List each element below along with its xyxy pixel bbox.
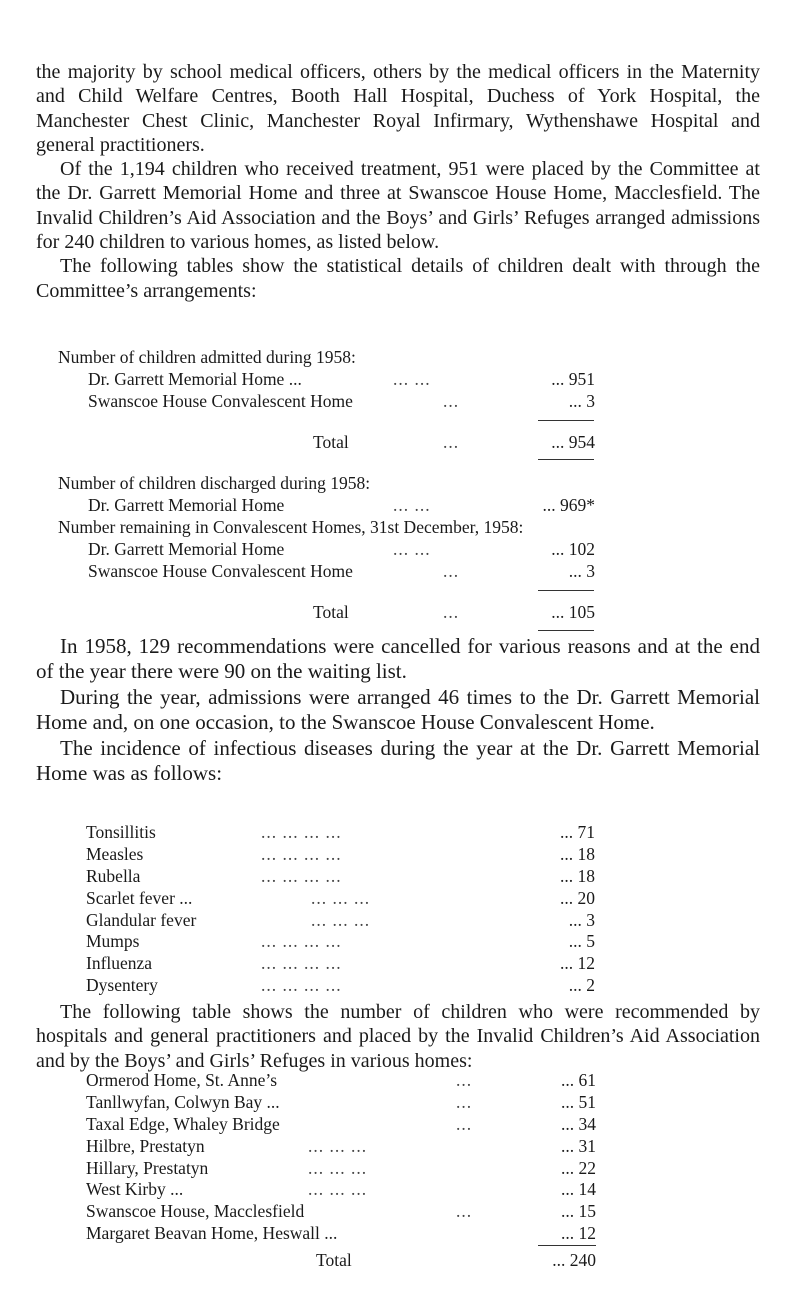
leader-dots: ... ... ... ...	[261, 931, 342, 952]
leader-dots: ... ... ...	[311, 887, 371, 908]
total-label: Total	[313, 432, 349, 452]
leader-dots: ... ... ... ...	[261, 843, 342, 864]
total-value: ... 105	[551, 602, 595, 622]
row-value: ... 969*	[542, 495, 595, 515]
admitted-heading: Number of children admitted during 1958:	[58, 347, 356, 367]
total-value: ... 240	[552, 1250, 596, 1270]
row-label: Influenza	[86, 953, 153, 974]
leader-dots: ...	[443, 602, 460, 622]
leader-dots: ... ...	[393, 369, 431, 389]
leader-dots: ... ... ...	[308, 1135, 368, 1156]
row-value: ... 22	[561, 1157, 596, 1178]
row-value: ... 12	[561, 1223, 596, 1244]
row-value: ... 51	[561, 1091, 596, 1112]
row-label: Swanscoe House Convalescent Home	[88, 390, 353, 411]
middle-paragraph-3: The incidence of infectious diseases during the year at the Dr. Garrett Memorial Home was as follows:	[36, 735, 760, 786]
middle-paragraph-1: In 1958, 129 recommendations were cancelled for various reasons and at the end of the year there were 90 on the waiting list.	[36, 634, 760, 684]
row-value: ... 31	[561, 1135, 596, 1156]
row-value: ... 18	[560, 843, 595, 864]
row-label: Tanllwyfan, Colwyn Bay ...	[86, 1091, 280, 1112]
leader-dots: ... ... ... ...	[261, 953, 342, 974]
leader-dots: ... ... ...	[308, 1179, 368, 1200]
total-value: ... 954	[551, 432, 595, 452]
row-label: Measles	[86, 843, 144, 864]
leader-dots: ... ... ... ...	[261, 822, 342, 842]
leader-dots: ...	[456, 1113, 473, 1134]
row-label: Tonsillitis	[86, 822, 156, 842]
remaining-heading: Number remaining in Convalescent Homes, 31st December, 1958:	[58, 517, 524, 537]
row-value: ... 20	[560, 887, 595, 908]
row-label: Dr. Garrett Memorial Home	[88, 539, 285, 559]
leader-dots: ... ... ... ...	[261, 975, 342, 996]
leader-dots: ... ... ...	[308, 1157, 368, 1178]
leader-dots: ... ...	[393, 539, 431, 559]
middle-paragraph-2: During the year, admissions were arranged 46 times to the Dr. Garrett Memorial Home and, on one occasion, to the Swanscoe House Convalescent Home.	[36, 684, 760, 735]
intro-paragraph-2: Of the 1,194 children who received treatment, 951 were placed by the Committee at the Dr. Garrett Memorial Home and three at Swanscoe House Home, Macclesfield. The Invalid Children’s Aid Association and the Boys’ and Girls’ Refuges arranged admissions for 240 children to various homes, as listed below.	[36, 158, 760, 254]
row-label: Dysentery	[86, 975, 158, 996]
row-label: West Kirby ...	[86, 1179, 184, 1200]
leader-dots: ... ...	[393, 495, 431, 515]
row-label: Ormerod Home, St. Anne’s	[86, 1070, 278, 1090]
leader-dots: ...	[456, 1201, 473, 1222]
discharged-heading: Number of children discharged during 1958:	[58, 473, 371, 493]
row-value: ... 3	[568, 560, 595, 581]
leader-dots: ...	[456, 1091, 473, 1112]
row-label: Swanscoe House Convalescent Home	[88, 560, 353, 581]
row-value: ... 3	[568, 909, 595, 930]
intro-paragraph-1: the majority by school medical officers, others by the medical officers in the Maternity and Child Welfare Centres, Booth Hall Hospital, Duchess of York Hospital, the Manchester Chest Clinic, Manchester Royal Infirmary, Wythenshawe Hospital and general practitioners.	[36, 61, 760, 156]
row-label: Taxal Edge, Whaley Bridge	[86, 1113, 280, 1134]
leader-dots: ...	[443, 390, 460, 411]
row-value: ... 102	[551, 539, 595, 559]
row-value: ... 5	[568, 931, 595, 952]
row-label: Rubella	[86, 865, 141, 886]
row-label: Dr. Garrett Memorial Home ...	[88, 369, 302, 389]
total-label: Total	[313, 602, 349, 622]
row-label: Glandular fever	[86, 909, 197, 930]
row-value: ... 14	[561, 1179, 596, 1200]
row-label: Hillary, Prestatyn	[86, 1157, 209, 1178]
leader-dots: ...	[443, 432, 460, 452]
row-label: Mumps	[86, 931, 140, 952]
homes-intro-paragraph: The following table shows the number of children who were recommended by hospitals and general practitioners and placed by the Invalid Children’s Aid Association and by the Boys’ and Girls’ Refuges in various homes:	[36, 1001, 760, 1072]
row-value: ... 18	[560, 865, 595, 886]
row-value: ... 61	[561, 1070, 596, 1090]
row-value: ... 71	[560, 822, 595, 842]
row-value: ... 951	[551, 369, 595, 389]
leader-dots: ... ... ... ...	[261, 865, 342, 886]
row-label: Swanscoe House, Macclesfield	[86, 1201, 305, 1222]
leader-dots: ...	[456, 1070, 473, 1090]
row-value: ... 3	[568, 390, 595, 411]
row-value: ... 12	[560, 953, 595, 974]
intro-paragraph-3: The following tables show the statistical details of children dealt with through the Committee’s arrangements:	[36, 255, 760, 302]
row-label: Hilbre, Prestatyn	[86, 1135, 205, 1156]
row-value: ... 2	[568, 975, 595, 996]
total-label: Total	[316, 1250, 352, 1270]
row-label: Scarlet fever ...	[86, 887, 193, 908]
leader-dots: ...	[443, 560, 460, 581]
row-value: ... 34	[561, 1113, 596, 1134]
leader-dots: ... ... ...	[311, 909, 371, 930]
row-value: ... 15	[561, 1201, 596, 1222]
row-label: Dr. Garrett Memorial Home	[88, 495, 285, 515]
row-label: Margaret Beavan Home, Heswall ...	[86, 1223, 338, 1244]
